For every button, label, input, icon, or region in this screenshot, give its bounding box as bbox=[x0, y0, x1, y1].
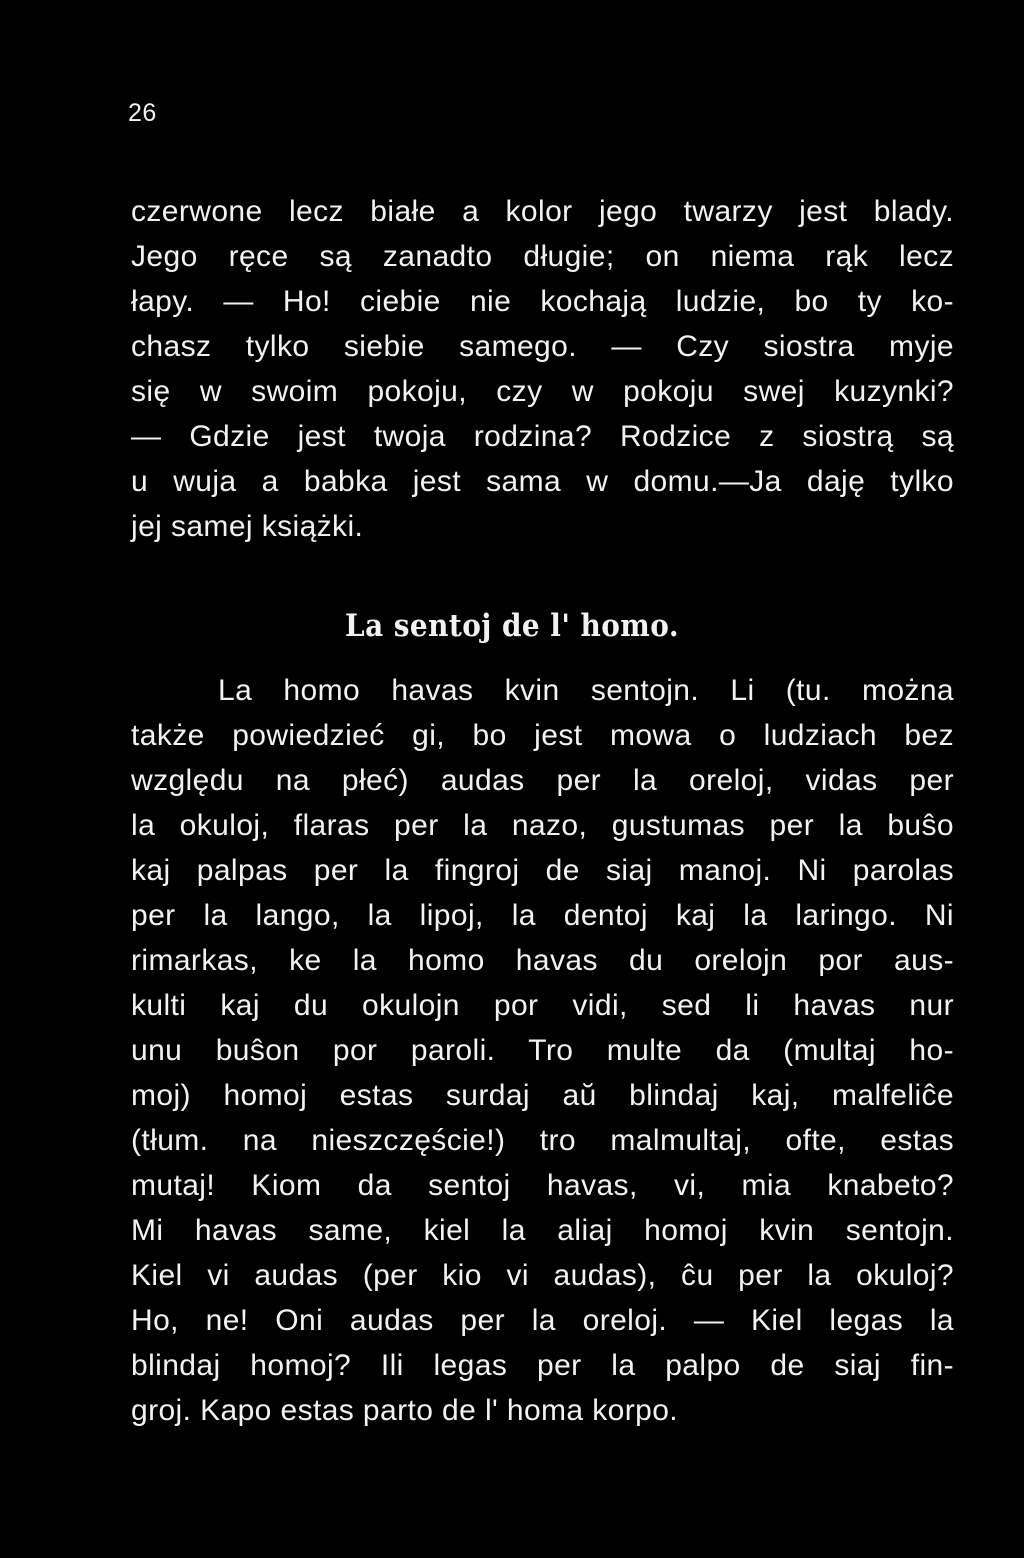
text-line: względu na płeć) audas per la oreloj, vidas per bbox=[131, 764, 954, 797]
text-line: Ho, ne! Oni audas per la oreloj. — Kiel legas la bbox=[131, 1304, 954, 1337]
text-line: (tłum. na nieszczęście!) tro malmultaj, ofte, estas bbox=[131, 1124, 954, 1157]
text-line: kaj palpas per la fingroj de siaj manoj. Ni parolas bbox=[131, 854, 954, 887]
text-line: groj. Kapo estas parto de l' homa korpo. bbox=[131, 1394, 679, 1427]
text-line: się w swoim pokoju, czy w pokoju swej kuzynki? bbox=[131, 375, 954, 408]
text-line: jej samej książki. bbox=[131, 510, 364, 543]
text-line: łapy. — Ho! ciebie nie kochają ludzie, bo ty ko- bbox=[131, 285, 954, 318]
page-number: 26 bbox=[128, 99, 157, 127]
text-line: La homo havas kvin sentojn. Li (tu. można bbox=[218, 674, 954, 707]
text-line: mutaj! Kiom da sentoj havas, vi, mia knabeto? bbox=[131, 1169, 954, 1202]
text-line: kulti kaj du okulojn por vidi, sed li havas nur bbox=[131, 989, 954, 1022]
text-line: la okuloj, flaras per la nazo, gustumas per la buŝo bbox=[131, 809, 954, 842]
text-line: chasz tylko siebie samego. — Czy siostra myje bbox=[131, 330, 954, 363]
text-line: Jego ręce są zanadto długie; on niema rąk lecz bbox=[131, 240, 954, 273]
text-line: blindaj homoj? Ili legas per la palpo de siaj fin- bbox=[131, 1349, 954, 1382]
section-heading: La sentoj de l' homo. bbox=[345, 608, 679, 644]
text-line: unu buŝon por paroli. Tro multe da (multaj ho- bbox=[131, 1034, 954, 1067]
text-line: u wuja a babka jest sama w domu.—Ja daję tylko bbox=[131, 465, 954, 498]
text-line: moj) homoj estas surdaj aŭ blindaj kaj, malfeliĉe bbox=[131, 1079, 954, 1112]
text-line: Kiel vi audas (per kio vi audas), ĉu per la okuloj? bbox=[131, 1259, 954, 1292]
text-line: Mi havas same, kiel la aliaj homoj kvin sentojn. bbox=[131, 1214, 954, 1247]
text-line: czerwone lecz białe a kolor jego twarzy jest blady. bbox=[131, 195, 954, 228]
text-line: per la lango, la lipoj, la dentoj kaj la laringo. Ni bbox=[131, 899, 954, 932]
text-line: — Gdzie jest twoja rodzina? Rodzice z siostrą są bbox=[131, 420, 954, 453]
text-line: także powiedzieć gi, bo jest mowa o ludziach bez bbox=[131, 719, 954, 752]
text-line: rimarkas, ke la homo havas du orelojn por aus- bbox=[131, 944, 954, 977]
